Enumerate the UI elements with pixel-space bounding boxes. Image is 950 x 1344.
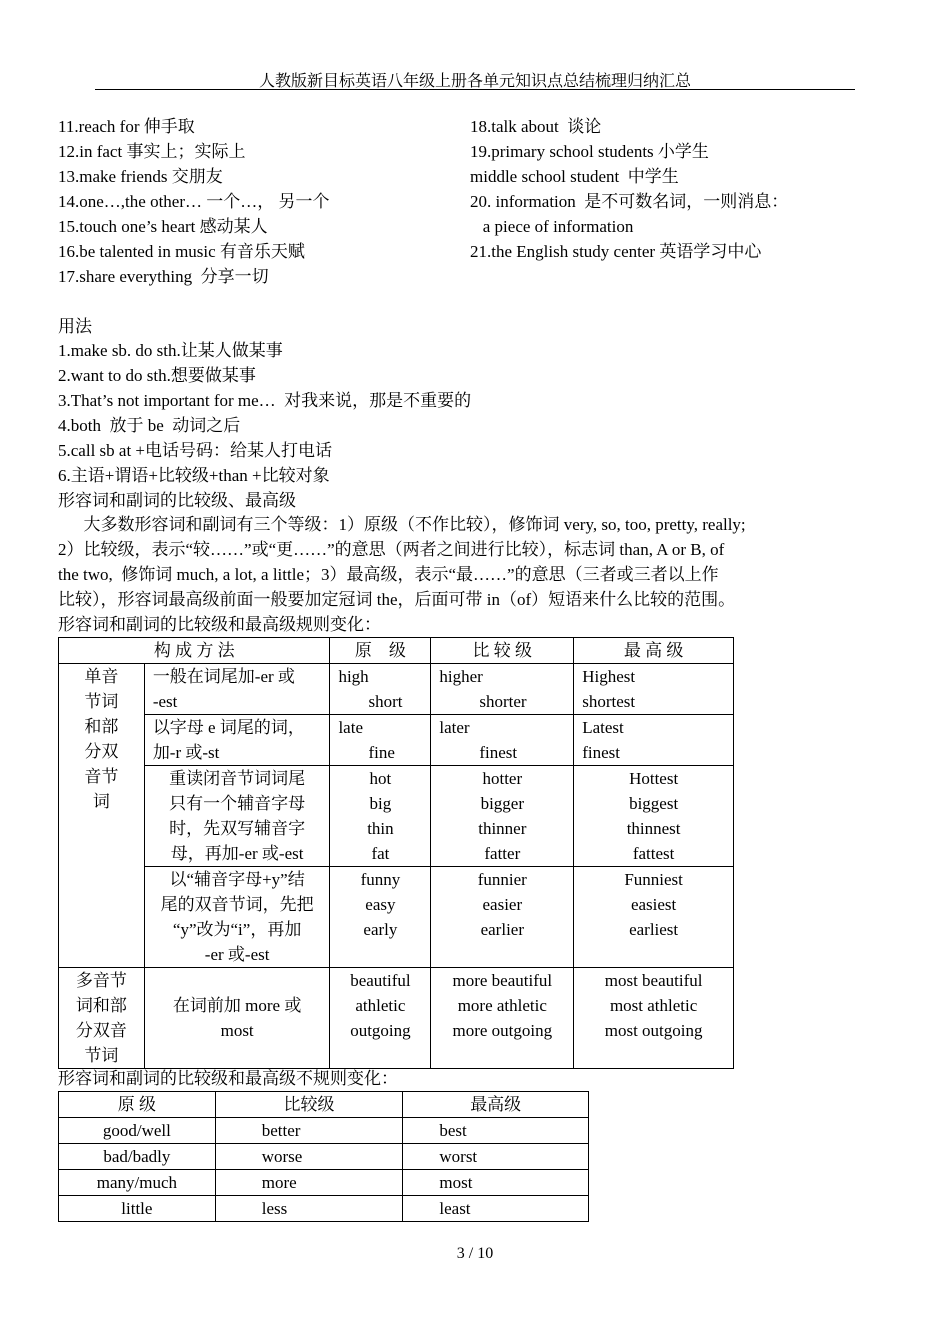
table-header-row (59, 638, 734, 664)
table-cell (403, 1144, 589, 1170)
cell-text: fatter (484, 844, 521, 863)
table-cell (215, 1118, 403, 1144)
cell-text: Funniest (624, 870, 683, 889)
cell-text: outgoing (350, 1021, 411, 1040)
cell-text: fattest (632, 844, 675, 863)
cell-text: -est (152, 692, 178, 711)
cell-text: hotter (482, 769, 523, 788)
table-row (59, 766, 734, 867)
table-cell (574, 715, 734, 766)
usage-item: 6.主语+谓语+比较级+than +比较对象 (58, 466, 330, 485)
cell-text: 以字母 e 词尾的词， (152, 718, 305, 737)
table1-caption: 形容词和副词的比较级和最高级规则变化： (58, 615, 381, 634)
phrase-item: 15.touch one’s heart 感动某人 (58, 217, 268, 236)
phrase-item: 16.be talented in music 有音乐天赋 (58, 242, 305, 261)
table-cell (403, 1196, 589, 1222)
table-cell (59, 664, 145, 968)
cell-text: finest (479, 743, 518, 762)
cell-text: -er 或-est (204, 945, 270, 964)
paragraph-line: 大多数形容词和副词有三个等级：1）原级（不作比较），修饰词 very, so, too, pretty, really; (58, 515, 746, 534)
cell-text: high (338, 667, 369, 686)
table-cell (330, 715, 431, 766)
table-cell (403, 1118, 589, 1144)
table-row (59, 1118, 589, 1144)
cell-text: more outgoing (452, 1021, 553, 1040)
table-cell (59, 1196, 216, 1222)
table-row (59, 1196, 589, 1222)
table-row (59, 968, 734, 1069)
cell-text: fine (368, 743, 395, 762)
table-cell (431, 968, 574, 1069)
table-cell (431, 664, 574, 715)
table2-caption: 形容词和副词的比较级和最高级不规则变化： (58, 1069, 398, 1088)
cell-text: “y”改为“i”，再加 (172, 920, 302, 939)
paragraph-line: the two, 修饰词 much, a lot, a little；3）最高级，表示“最……”的意思（三者或三者以上作 (58, 565, 719, 584)
cell-text: 原 级 (117, 1095, 156, 1114)
phrase-item: 11.reach for 伸手取 (58, 117, 195, 136)
cell-text: 和部 (84, 717, 119, 736)
cell-text: shorter (479, 692, 527, 711)
cell-text: easier (482, 895, 523, 914)
cell-text: 节词 (84, 1046, 119, 1065)
cell-text: short (368, 692, 403, 711)
table-cell (431, 867, 574, 968)
table-cell (330, 968, 431, 1069)
table-cell (330, 638, 431, 664)
cell-text: Latest (582, 718, 624, 737)
phrase-item: a piece of information (470, 217, 634, 236)
cell-text: 多音节 (75, 971, 127, 990)
table-cell (215, 1092, 403, 1118)
table-cell (144, 766, 330, 867)
table-cell (431, 715, 574, 766)
paragraph-line: 比较），形容词最高级前面一般要加定冠词 the，后面可带 in（of）短语来什么比较的范围。 (58, 590, 736, 609)
cell-text: athletic (355, 996, 406, 1015)
table-cell (59, 1118, 216, 1144)
cell-text: better (261, 1121, 301, 1140)
cell-text: good/well (102, 1121, 171, 1140)
usage-item: 2.want to do sth.想要做某事 (58, 366, 256, 385)
cell-text: 在词前加 more 或 (172, 996, 302, 1015)
irregular-comparison-table (58, 1091, 589, 1222)
cell-text: 单音 (84, 667, 119, 686)
header-rule (95, 89, 855, 90)
cell-text: beautiful (350, 971, 411, 990)
cell-text: finest (582, 743, 621, 762)
phrase-item: middle school student 中学生 (470, 167, 679, 186)
table-row (59, 1144, 589, 1170)
cell-text: 时，先双写辅音字 (169, 819, 306, 838)
cell-text: 母，再加-er 或-est (170, 844, 304, 863)
cell-text: most outgoing (604, 1021, 703, 1040)
table-cell (59, 638, 330, 664)
cell-text: 比 较 级 (472, 641, 533, 660)
usage-item: 5.call sb at +电话号码：给某人打电话 (58, 441, 333, 460)
cell-text: least (439, 1199, 471, 1218)
cell-text: most athletic (609, 996, 698, 1015)
cell-text: most (439, 1173, 473, 1192)
table-row (59, 867, 734, 968)
table-cell (574, 968, 734, 1069)
table-cell (574, 766, 734, 867)
usage-title: 用法 (58, 317, 92, 336)
page-number: 3 / 10 (456, 1245, 494, 1262)
cell-text: most beautiful (604, 971, 703, 990)
table-cell (403, 1092, 589, 1118)
table-cell (59, 1144, 216, 1170)
cell-text: earlier (480, 920, 524, 939)
table-cell (144, 715, 330, 766)
table-cell (330, 867, 431, 968)
cell-text: 尾的双音节词，先把 (160, 895, 314, 914)
cell-text: late (338, 718, 363, 737)
cell-text: big (369, 794, 392, 813)
phrase-item: 18.talk about 谈论 (470, 117, 602, 136)
cell-text: 构 成 方 法 (153, 641, 235, 660)
table-cell (431, 638, 574, 664)
cell-text: 原 级 (354, 641, 406, 660)
table-cell (59, 1092, 216, 1118)
table-row (59, 715, 734, 766)
table-cell (215, 1170, 403, 1196)
phrase-item: 17.share everything 分享一切 (58, 267, 269, 286)
table-cell (59, 968, 145, 1069)
cell-text: 加-r 或-st (152, 743, 220, 762)
table-cell (330, 766, 431, 867)
phrase-item: 13.make friends 交朋友 (58, 167, 223, 186)
usage-item: 3.That’s not important for me… 对我来说，那是不重要的 (58, 391, 472, 410)
table-cell (215, 1196, 403, 1222)
table-cell (574, 664, 734, 715)
cell-text: Hottest (629, 769, 679, 788)
cell-text: shortest (582, 692, 636, 711)
cell-text: bigger (480, 794, 525, 813)
table-cell (144, 664, 330, 715)
cell-text: most (220, 1021, 254, 1040)
cell-text: easy (365, 895, 396, 914)
cell-text: 节词 (84, 692, 119, 711)
cell-text: thin (367, 819, 394, 838)
cell-text: many/much (96, 1173, 177, 1192)
table-row (59, 1170, 589, 1196)
usage-item: 4.both 放于 be 动词之后 (58, 416, 241, 435)
cell-text: more beautiful (452, 971, 553, 990)
cell-text: 词 (92, 792, 110, 811)
cell-text: 音节 (84, 767, 119, 786)
table-cell (144, 867, 330, 968)
comparison-paragraph (58, 512, 818, 612)
cell-text: worse (261, 1147, 303, 1166)
table-cell (574, 638, 734, 664)
phrase-item: 12.in fact 事实上；实际上 (58, 142, 246, 161)
cell-text: more athletic (457, 996, 547, 1015)
cell-text: thinnest (626, 819, 681, 838)
phrase-item: 14.one…,the other… 一个…， 另一个 (58, 192, 330, 211)
table-row (59, 664, 734, 715)
cell-text: fat (371, 844, 390, 863)
table-cell (403, 1170, 589, 1196)
cell-text: funnier (477, 870, 527, 889)
cell-text: hot (369, 769, 392, 788)
table-cell (431, 766, 574, 867)
table-cell (330, 664, 431, 715)
paragraph-line: 2）比较级，表示“较……”或“更……”的意思（两者之间进行比较），标志词 than, A or B, of (58, 540, 725, 559)
cell-text: higher (439, 667, 483, 686)
cell-text: Highest (582, 667, 636, 686)
usage-item: 形容词和副词的比较级、最高级 (58, 491, 296, 510)
table-header-row (59, 1092, 589, 1118)
cell-text: earliest (629, 920, 679, 939)
table-cell (144, 968, 330, 1069)
cell-text: little (121, 1199, 153, 1218)
cell-text: 重读闭音节词词尾 (169, 769, 306, 788)
cell-text: later (439, 718, 470, 737)
regular-comparison-table (58, 637, 734, 1069)
cell-text: 以“辅音字母+y”结 (169, 870, 305, 889)
cell-text: 一般在词尾加-er 或 (152, 667, 295, 686)
usage-item: 1.make sb. do sth.让某人做某事 (58, 341, 283, 360)
cell-text: 只有一个辅音字母 (169, 794, 306, 813)
table-cell (215, 1144, 403, 1170)
cell-text: more (261, 1173, 297, 1192)
cell-text: early (363, 920, 398, 939)
cell-text: bad/badly (103, 1147, 171, 1166)
cell-text: 最高级 (470, 1095, 522, 1114)
cell-text: thinner (478, 819, 527, 838)
cell-text: less (261, 1199, 288, 1218)
cell-text: funny (360, 870, 401, 889)
phrase-item: 19.primary school students 小学生 (470, 142, 709, 161)
phrase-item: 20. information 是不可数名词，一则消息： (470, 192, 789, 211)
cell-text: biggest (629, 794, 679, 813)
cell-text: 比较级 (283, 1095, 335, 1114)
page-header: 人教版新目标英语八年级上册各单元知识点总结梳理归纳汇总 (258, 73, 691, 90)
cell-text: 词和部 (75, 996, 127, 1015)
cell-text: worst (439, 1147, 478, 1166)
table-cell (574, 867, 734, 968)
phrase-item: 21.the English study center 英语学习中心 (470, 242, 762, 261)
cell-text: 最 高 级 (623, 641, 684, 660)
table-cell (59, 1170, 216, 1196)
cell-text: best (439, 1121, 467, 1140)
cell-text: 分双 (84, 742, 119, 761)
cell-text: easiest (630, 895, 677, 914)
cell-text: 分双音 (75, 1021, 127, 1040)
